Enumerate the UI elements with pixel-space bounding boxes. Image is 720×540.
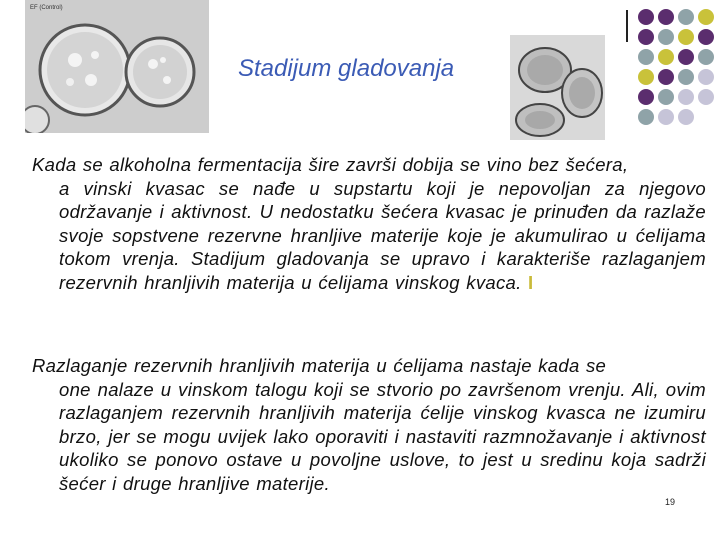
paragraph-2 [32, 354, 706, 495]
decorative-dot-grid [637, 8, 717, 158]
paragraph-1-body [32, 177, 706, 295]
paragraph-2-first-line: Razlaganje rezervnih hranljivih materija u ćelijama nastaje kada se [32, 355, 607, 376]
yeast-micrograph-right [510, 35, 605, 140]
page-number: 19 [665, 497, 676, 507]
yeast-micrograph-left [25, 0, 209, 133]
paragraph-1-text: a vinski kvasac se nađe u supstartu koji je nepovoljan za njegovo održavanje i aktivnost. U nedostatku šećera kvasac je prinuđen da razlaže svoje sopstvene rezervne hranljive materije koje je akumulirao u ćelijama tokom vrenja. Stadijum gladovanja se upravo i karakteriše razlaganjem rezervnih hranljivih materija u ćelijama vinskog kvaca. [59, 177, 706, 293]
paragraph-1 [32, 153, 706, 294]
paragraph-1-first-line: Kada se alkoholna fermentacija šire završi dobija se vino bez šećera, [32, 154, 629, 175]
paragraph-2-body: one nalaze u vinskom talogu koji se stvorio po završenom vrenju. Ali, ovim razlaganjem rezervnih hranljivih materija ćelije vinskog kvasca ne izumiru brzo, jer se mogu uvijek lako oporaviti i nastaviti razmnožavanje i aktivnost ukoliko se ponovo ostave u povoljne uslove, to jest u sredinu koja sadrži šećer i druge hranljive materije. [59, 378, 706, 494]
slide-title: Stadijum gladovanja [238, 55, 455, 82]
decorative-line [626, 10, 628, 42]
micrograph-label: EF (Control) [30, 5, 63, 11]
paragraph-1-marker: I [528, 271, 534, 293]
